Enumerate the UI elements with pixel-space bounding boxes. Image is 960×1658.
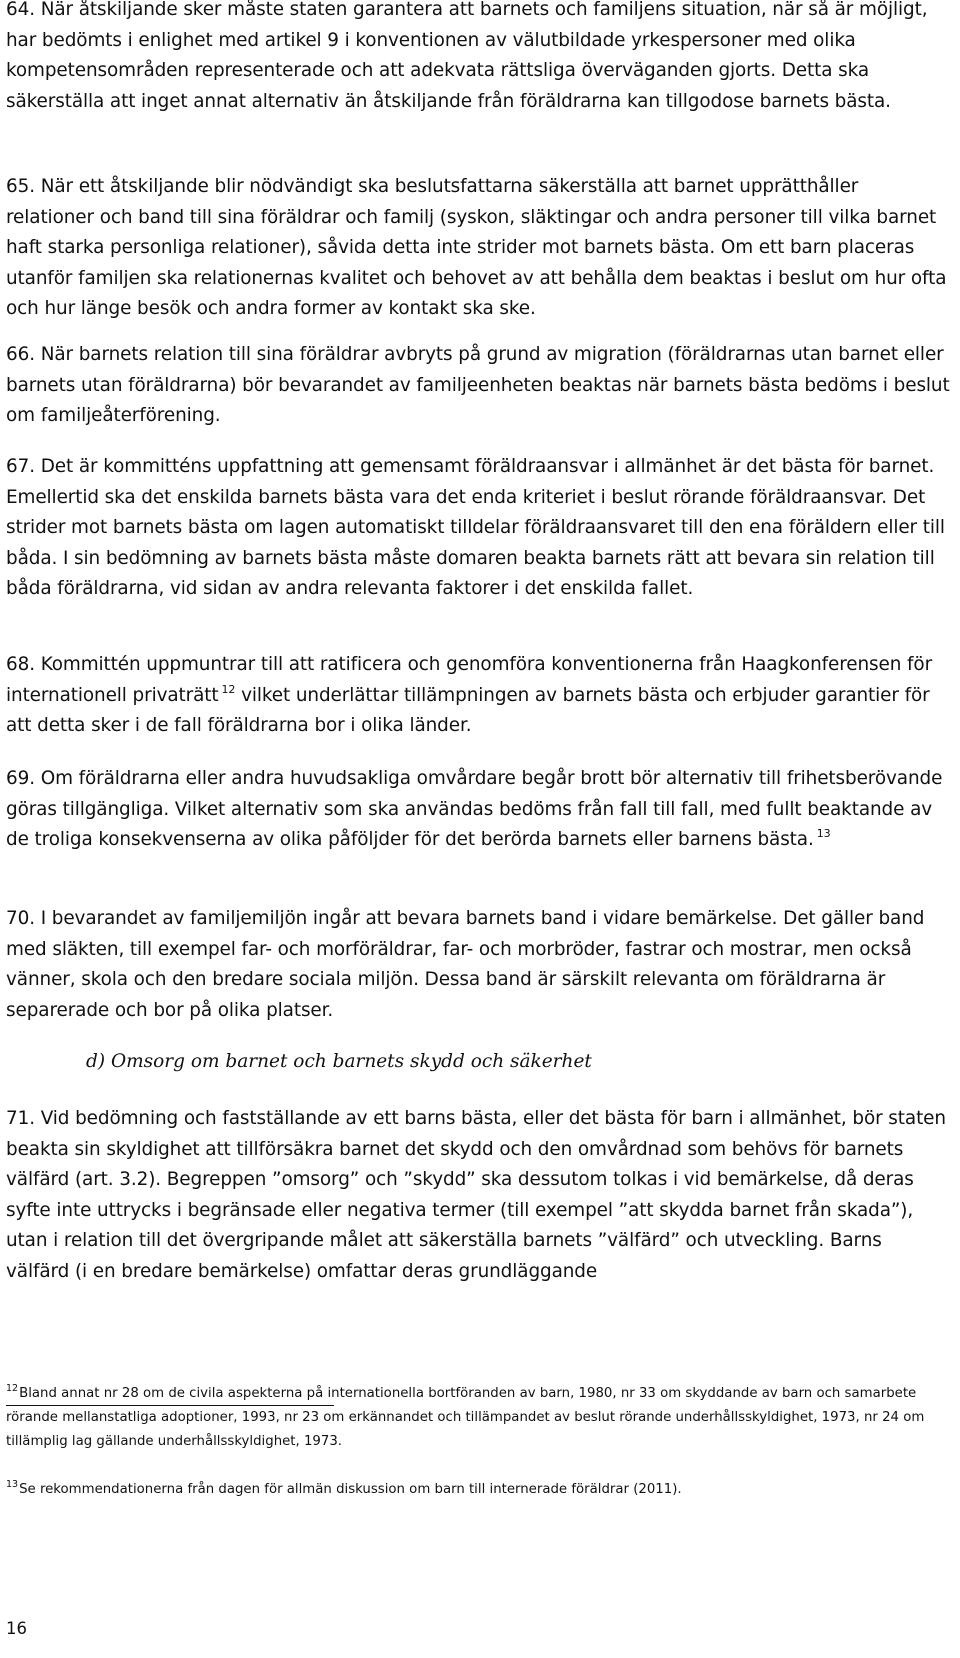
footnote-13 (6, 1478, 950, 1502)
paragraph-68-text-end: vilket underlättar tillämpningen av barnets bästa och erbjuder garantier för att detta sker i de fall föräldrarna bor i olika länder. (6, 684, 930, 737)
page-number: 16 (6, 1619, 27, 1638)
footnote-13-text: Se rekommendationerna från dagen för allmän diskussion om barn till internerade föräldrar (2011). (19, 1482, 682, 1497)
section-heading: d) Omsorg om barnet och barnets skydd och säkerhet (86, 1051, 592, 1072)
footnote-13-marker: 13 (6, 1479, 19, 1490)
paragraph-66: 66. När barnets relation till sina föräldrar avbryts på grund av migration (föräldrarnas utan barnet eller barnets utan föräldrarna) bör bevarandet av familjeenheten beaktas när barnets bästa bedöms i beslut om familjeåterförening. (6, 344, 950, 427)
paragraph-69-text: 69. Om föräldrarna eller andra huvudsakliga omvårdare begår brott bör alternativ till frihetsberövande göras tillgängliga. Vilket alternativ som ska användas bedöms från fall till fall, med fullt beaktande av de troliga konsekvenserna av olika påföljder för det berörda barnets eller barnens bästa. (6, 768, 943, 851)
paragraph-68 (6, 650, 950, 742)
footnote-12-marker: 12 (6, 1383, 19, 1394)
paragraph-71: 71. Vid bedömning och fastställande av ett barns bästa, eller det bästa för barn i allmänhet, bör staten beakta sin skyldighet att tillförsäkra barnet det skydd och den omvårdnad som behövs för barnets välfärd (art. 3.2). Begreppen ”omsorg” och ”skydd” ska dessutom tolkas i vid bemärkelse, då deras syfte inte uttrycks i begränsade eller negativa termer (till exempel ”att skydda barnet från skada”), utan i relation till det övergripande målet att säkerställa barnets ”välfärd” och utveckling. Barns välfärd (i en bredare bemärkelse) omfattar deras grundläggande (6, 1108, 946, 1282)
paragraph-69 (6, 764, 950, 856)
paragraph-65: 65. När ett åtskiljande blir nödvändigt ska beslutsfattarna säkerställa att barnet upprätthåller relationer och band till sina föräldrar och familj (syskon, släktingar och andra personer till vilka barnet haft starka personliga relationer), såvida detta inte strider mot barnets bästa. Om ett barn placeras utanför familjen ska relationernas kvalitet och behovet av att behålla dem beaktas i beslut om hur ofta och hur länge besök och andra former av kontakt ska ske. (6, 176, 947, 320)
paragraph-67: 67. Det är kommitténs uppfattning att gemensamt föräldraansvar i allmänhet är det bästa för barnet. Emellertid ska det enskilda barnets bästa vara det enda kriteriet i beslut rörande föräldraansvar. Det strider mot barnets bästa om lagen automatiskt tilldelar föräldraansvaret till den ena föräldern eller till båda. I sin bedömning av barnets bästa måste domaren beakta barnets rätt att bevara sin relation till båda föräldrarna, vid sidan av andra relevanta faktorer i det enskilda fallet. (6, 456, 945, 600)
footnote-12 (6, 1382, 950, 1455)
footnote-reference-12[interactable]: 12 (221, 682, 236, 696)
footnote-reference-13[interactable]: 13 (816, 827, 831, 841)
paragraph-70: 70. I bevarandet av familjemiljön ingår att bevara barnets band i vidare bemärkelse. Det gäller band med släkten, till exempel far- och morföräldrar, far- och morbröder, fastrar och mostrar, men också vänner, skola och den bredare sociala miljön. Dessa band är särskilt relevanta om föräldrarna är separerade och bor på olika platser. (6, 908, 925, 1021)
paragraph-68-text-start: 68. Kommittén uppmuntrar till att ratificera och genomföra konventionerna från Haagkonferensen för internationell privaträtt (6, 654, 933, 706)
footnote-12-text: Bland annat nr 28 om de civila aspekterna på internationella bortföranden av barn, 1980, nr 33 om skyddande av barn och samarbete rörande mellanstatliga adoptioner, 1993, nr 23 om erkännandet och tillämpandet av beslut rörande underhållsskyldighet, 1973, nr 24 om tillämplig lag gällande underhållsskyldighet, 1973. (6, 1386, 925, 1450)
paragraph-64: 64. När åtskiljande sker måste staten garantera att barnets och familjens situation, när så är möjligt, har bedömts i enlighet med artikel 9 i konventionen av välutbildade yrkespersoner med olika kompetensområden representerade och att adekvata rättsliga överväganden gjorts. Detta ska säkerställa att inget annat alternativ än åtskiljande från föräldrarna kan tillgodose barnets bästa. (6, 0, 928, 112)
